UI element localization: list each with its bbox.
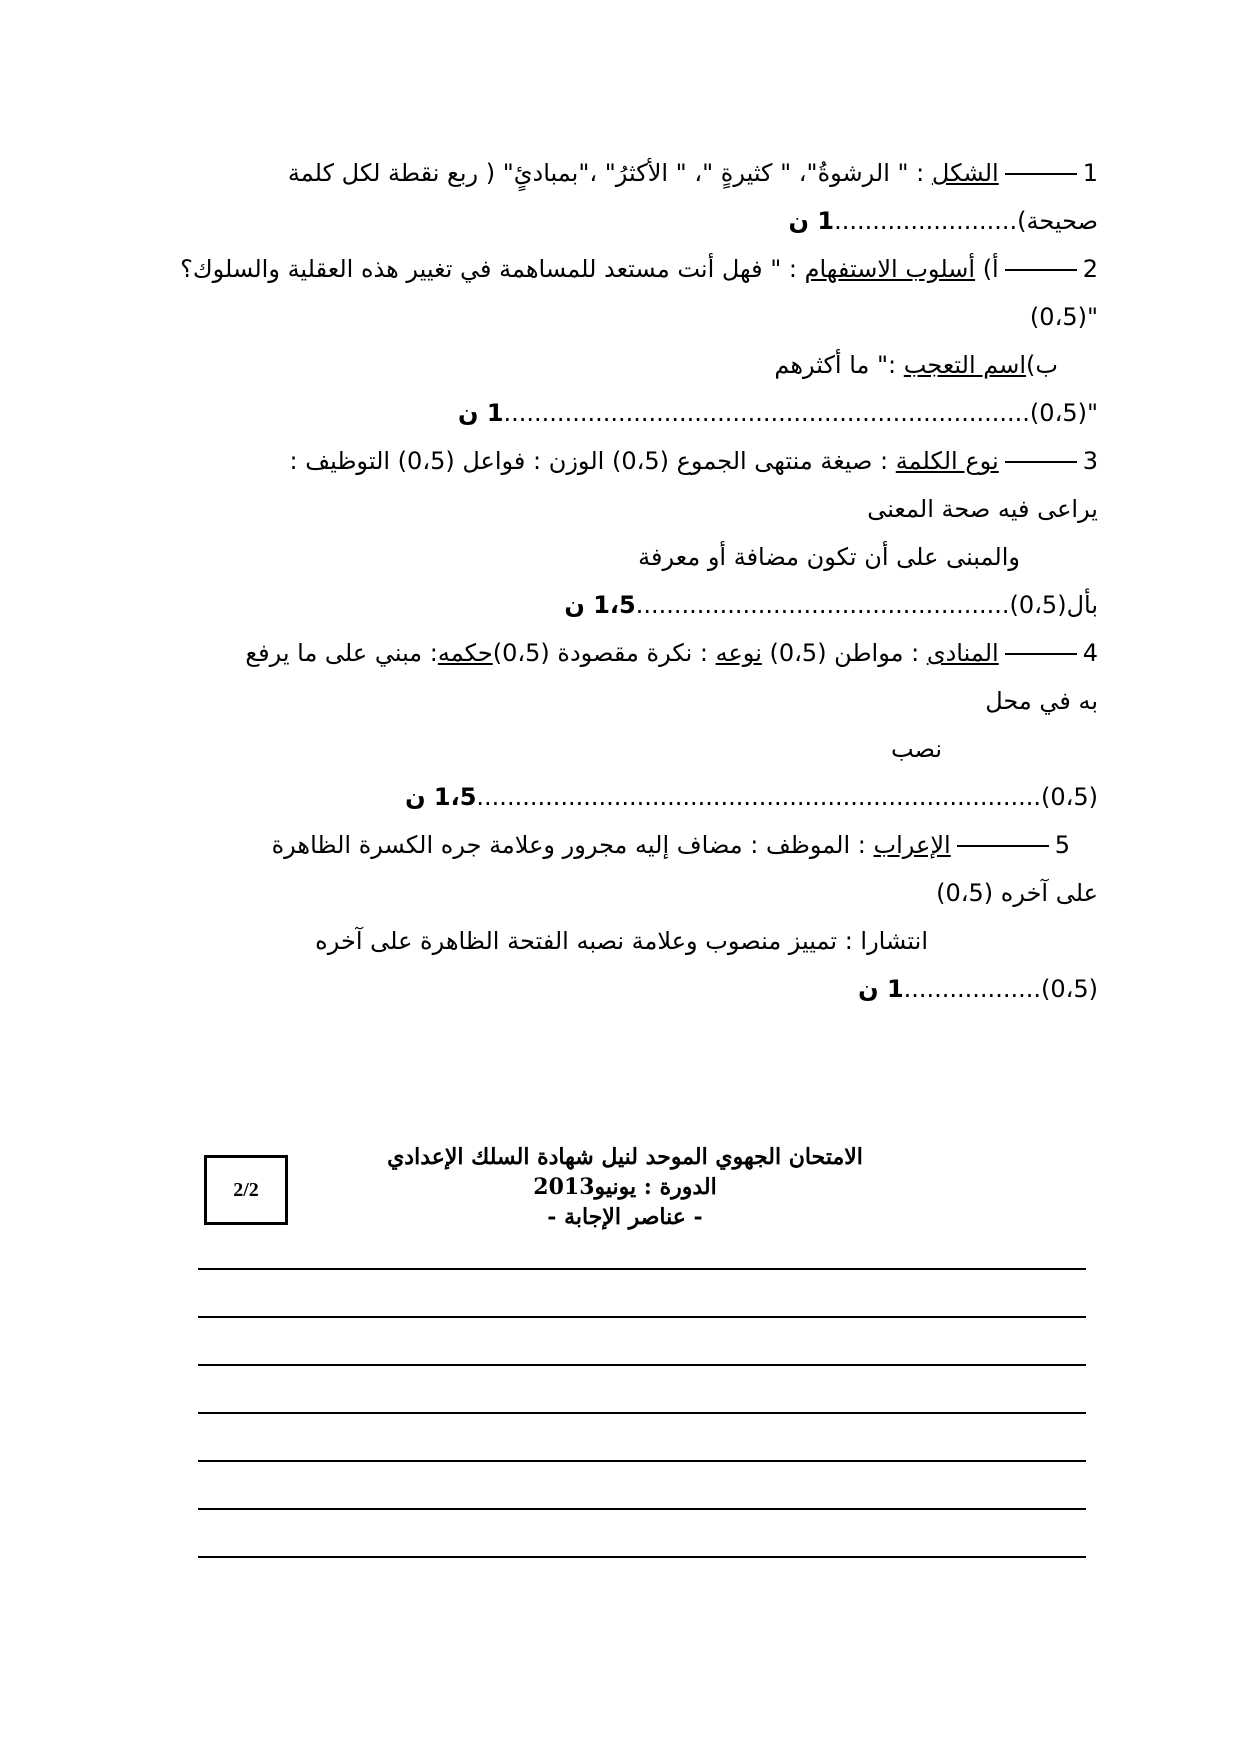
q3-line-3 — [120, 542, 1020, 572]
q5-text-2: على آخره (0،5) — [936, 879, 1098, 907]
q3-text-3: والمبنى على أن تكون مضافة أو معرفة — [638, 543, 1020, 571]
horizontal-rule — [198, 1412, 1086, 1414]
q4-line-1 — [120, 638, 1098, 668]
horizontal-rule — [198, 1556, 1086, 1558]
q2-b-prefix: ب) — [1026, 351, 1058, 379]
q4-label-2: نوعه — [715, 639, 762, 667]
exam-subtitle: - عناصر الإجابة - — [547, 1204, 703, 1230]
q3-text-4: بأل(0،5)................................................. — [635, 591, 1098, 619]
q4-label: المنادى — [926, 639, 999, 667]
q5-line-1 — [120, 830, 1070, 860]
q3-line-1 — [120, 446, 1098, 476]
q4-line-3 — [120, 734, 942, 764]
q3-number: 3 — [1082, 447, 1098, 475]
q4-text-b: : نكرة مقصودة (0،5) — [492, 639, 708, 667]
q1-number: 1 — [1082, 159, 1098, 187]
q2-line-4 — [120, 398, 1098, 428]
q3-line-2 — [120, 494, 1098, 524]
q5-text: : الموظف : مضاف إليه مجرور وعلامة جره الكسرة الظاهرة — [271, 831, 866, 859]
q5-label: الإعراب — [873, 831, 951, 859]
exam-session: الدورة : يونيو2013 — [533, 1174, 717, 1200]
page-number-box — [204, 1155, 288, 1225]
q4-dash — [1005, 653, 1077, 655]
q2-b-label: اسم التعجب — [903, 351, 1027, 379]
q5-line-2 — [120, 878, 1098, 908]
page-number: 2/2 — [233, 1178, 259, 1201]
q2-a-text: : " فهل أنت مستعد للمساهمة في تغيير هذه العقلية والسلوك؟ — [180, 255, 797, 283]
q5-text-4: (0،5).................. — [903, 975, 1098, 1003]
q4-line-2 — [120, 686, 1098, 716]
q2-number: 2 — [1082, 255, 1098, 283]
q4-text-4: (0،5).......................................................................... — [476, 783, 1098, 811]
q2-line-3 — [120, 350, 1058, 380]
q4-text-2: به في محل — [985, 687, 1098, 715]
q2-line-2 — [120, 302, 1098, 332]
q4-text-3: نصب — [890, 735, 942, 763]
q2-dash — [1005, 269, 1077, 271]
exam-title: الامتحان الجهوي الموحد لنيل شهادة السلك الإعدادي — [387, 1144, 863, 1170]
q2-b-tail: "(0،5)..................................................................... — [503, 399, 1098, 427]
q5-number: 5 — [1054, 831, 1070, 859]
q5-score: 1 ن — [858, 975, 904, 1003]
q1-dash — [1005, 173, 1077, 175]
q1-label: الشكل — [931, 159, 999, 187]
q2-b-text: :" ما أكثرهم — [774, 351, 897, 379]
q3-label: نوع الكلمة — [895, 447, 999, 475]
q4-text-a: : مواطن (0،5) — [769, 639, 920, 667]
q5-text-3: انتشارا : تمييز منصوب وعلامة نصبه الفتحة الظاهرة على آخره — [315, 927, 928, 955]
q2-a-label: أسلوب الاستفهام — [804, 255, 976, 283]
q3-text-2: يراعى فيه صحة المعنى — [867, 495, 1098, 523]
q1-line-2 — [120, 206, 1098, 236]
q5-line-3 — [120, 926, 928, 956]
q2-a-prefix: أ) — [982, 255, 999, 283]
q4-score: 1،5 ن — [405, 783, 477, 811]
horizontal-rule — [198, 1364, 1086, 1366]
horizontal-rule — [198, 1268, 1086, 1270]
q3-text: : صيغة منتهى الجموع (0،5) الوزن : فواعل (0،5) التوظيف : — [289, 447, 889, 475]
q4-line-4 — [120, 782, 1098, 812]
q2-a-tail: "(0،5) — [1029, 303, 1098, 331]
q3-score: 1،5 ن — [564, 591, 636, 619]
q1-score: 1 ن — [788, 207, 835, 235]
q3-dash — [1005, 461, 1077, 463]
q1-text-2: صحيحة)........................ — [834, 207, 1098, 235]
q4-label-3: حكمه — [437, 639, 493, 667]
horizontal-rule — [198, 1316, 1086, 1318]
q3-line-4 — [120, 590, 1098, 620]
horizontal-rule — [198, 1508, 1086, 1510]
q4-text-c: : مبني على ما يرفع — [245, 639, 438, 667]
q5-dash — [957, 845, 1049, 847]
horizontal-rule — [198, 1460, 1086, 1462]
q5-line-4 — [120, 974, 1098, 1004]
q4-number: 4 — [1082, 639, 1098, 667]
q1-text: : " الرشوةُ"، " كثيرةٍ "، " الأكثرُ" ،"بمبادئٍ" ( ربع نقطة لكل كلمة — [287, 159, 925, 187]
q2-line-1 — [120, 254, 1098, 284]
q2-score: 1 ن — [457, 399, 504, 427]
q1-line-1 — [120, 158, 1098, 188]
